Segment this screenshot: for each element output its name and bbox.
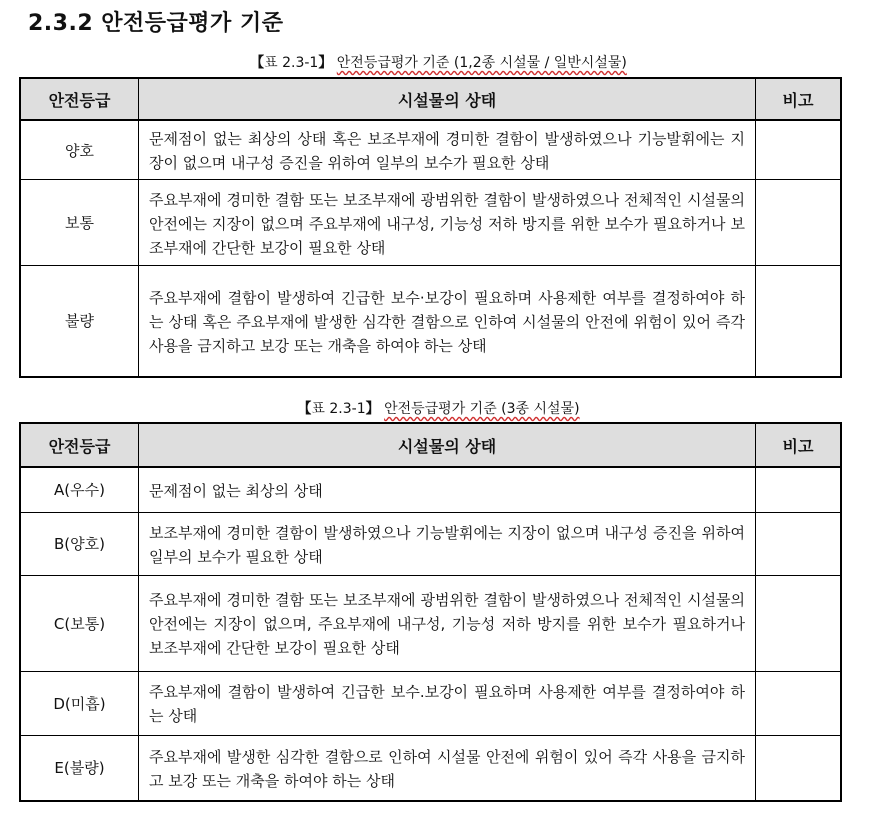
note-cell: [756, 120, 842, 180]
table-row: [20, 735, 841, 801]
condition-cell: 주요부재에 경미한 결함 또는 보조부재에 광범위한 결함이 발생하였으나 전체적인 시설물의 안전에는 지장이 없으며 주요부재에 내구성, 기능성 저하 방지를 위한 보수가 필요하거나 보조부재에 간단한 보강이 필요한 상태: [139, 180, 756, 266]
header-condition: 시설물의 상태: [139, 423, 756, 467]
table-row: [20, 467, 841, 512]
caption-bracket-open: 【: [297, 401, 312, 417]
caption-label: 표 2.3-1: [264, 55, 319, 71]
table-header-row: [20, 78, 841, 120]
condition-cell: 주요부재에 결함이 발생하여 긴급한 보수.보강이 필요하며 사용제한 여부를 결정하여야 하는 상태: [139, 671, 756, 735]
grade-cell: 불량: [20, 266, 139, 377]
header-note: 비고: [756, 423, 842, 467]
grade-cell: 양호: [20, 120, 139, 180]
caption-text: 안전등급평가 기준 (1,2종 시설물 / 일반시설물): [336, 55, 627, 71]
header-note: 비고: [756, 78, 842, 120]
table-row: [20, 512, 841, 575]
condition-cell: 주요부재에 경미한 결함 또는 보조부재에 광범위한 결함이 발생하였으나 전체적인 시설물의 안전에는 지장이 없으며, 주요부재에 내구성, 기능성 저하 방지를 위한 보수가 필요하거나 보조부재에 간단한 보강이 필요한 상태: [139, 575, 756, 671]
grade-cell: A(우수): [20, 467, 139, 512]
table-row: [20, 671, 841, 735]
note-cell: [756, 266, 842, 377]
grade-cell: B(양호): [20, 512, 139, 575]
section-heading: 2.3.2 안전등급평가 기준: [28, 11, 284, 36]
note-cell: [756, 467, 842, 512]
table-row: [20, 266, 841, 377]
condition-cell: 주요부재에 결함이 발생하여 긴급한 보수·보강이 필요하며 사용제한 여부를 결정하여야 하는 상태 혹은 주요부재에 발생한 심각한 결함으로 인하여 시설물의 안전에 위험이 있어 즉각 사용을 금지하고 보강 또는 개축을 하여야 하는 상태: [139, 266, 756, 377]
grade-cell: C(보통): [20, 575, 139, 671]
table-row: [20, 120, 841, 180]
caption-label: 표 2.3-1: [311, 401, 366, 417]
header-condition: 시설물의 상태: [139, 78, 756, 120]
grade-cell: D(미흡): [20, 671, 139, 735]
condition-cell: 주요부재에 발생한 심각한 결함으로 인하여 시설물 안전에 위험이 있어 즉각 사용을 금지하고 보강 또는 개축을 하여야 하는 상태: [139, 735, 756, 801]
note-cell: [756, 180, 842, 266]
note-cell: [756, 512, 842, 575]
table2-caption: [0, 398, 877, 418]
header-grade: 안전등급: [20, 78, 139, 120]
condition-cell: 문제점이 없는 최상의 상태: [139, 467, 756, 512]
condition-cell: 문제점이 없는 최상의 상태 혹은 보조부재에 경미한 결함이 발생하였으나 기능발휘에는 지장이 없으며 내구성 증진을 위하여 일부의 보수가 필요한 상태: [139, 120, 756, 180]
condition-cell: 보조부재에 경미한 결함이 발생하였으나 기능발휘에는 지장이 없으며 내구성 증진을 위하여 일부의 보수가 필요한 상태: [139, 512, 756, 575]
note-cell: [756, 671, 842, 735]
grade-cell: E(불량): [20, 735, 139, 801]
caption-text: 안전등급평가 기준 (3종 시설물): [384, 401, 580, 417]
caption-bracket-open: 【: [250, 55, 265, 71]
header-grade: 안전등급: [20, 423, 139, 467]
note-cell: [756, 735, 842, 801]
safety-grade-table-1: [19, 77, 842, 378]
note-cell: [756, 575, 842, 671]
table-header-row: [20, 423, 841, 467]
table-row: [20, 180, 841, 266]
safety-grade-table-2: [19, 422, 842, 802]
table-row: [20, 575, 841, 671]
table1-caption: [0, 52, 877, 72]
caption-bracket-close: 】: [365, 401, 380, 417]
caption-bracket-close: 】: [318, 55, 333, 71]
grade-cell: 보통: [20, 180, 139, 266]
